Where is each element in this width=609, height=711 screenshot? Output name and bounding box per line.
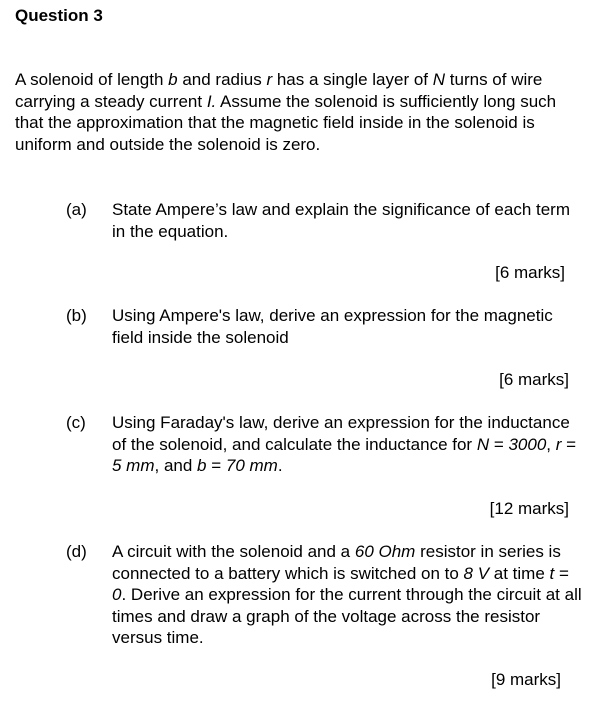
part-d-text-3: at time: [489, 563, 550, 583]
part-c-val-b: 70 mm: [225, 456, 278, 475]
part-c-val-n: 3000: [508, 434, 547, 454]
intro-text-1: A solenoid of length: [15, 70, 169, 89]
part-a-text: State Ampere’s law and explain the significance of each term in the equation.: [112, 200, 571, 241]
part-c-marks: [12 marks]: [489, 499, 569, 518]
part-a-marks: [6 marks]: [495, 263, 565, 282]
part-b-label: (b): [66, 306, 87, 325]
part-d-var-t: t: [549, 563, 555, 583]
part-d-val-voltage: 8 V: [463, 563, 490, 583]
part-d-label: (d): [66, 542, 87, 561]
part-b-text: Using Ampere's law, derive an expression for the magnetic field inside the solenoid: [112, 306, 553, 347]
part-d-text: [112, 541, 582, 649]
intro-text-4: turns of wire carrying a steady current: [15, 70, 543, 111]
part-c-var-b: b: [197, 456, 207, 475]
part-d-val-t: 0: [112, 585, 122, 604]
part-c-text-6: =: [206, 456, 226, 475]
part-d-text-5: . Derive an expression for the current through the circuit at all times and draw a graph of the voltage across the resistor versus time.: [112, 585, 582, 647]
part-c-text-3: ,: [546, 434, 556, 454]
part-d-marks: [9 marks]: [491, 670, 561, 689]
question-intro: [15, 69, 585, 155]
part-c-var-r: r: [555, 434, 562, 454]
part-c-text-7: .: [277, 456, 283, 475]
part-c-text-1: Using Faraday's law, derive an expression for the inductance of the solenoid, and calculate the inductance for: [112, 413, 570, 454]
intro-var-b: b: [168, 70, 178, 89]
intro-var-i: I.: [206, 91, 217, 111]
question-heading: Question 3: [15, 6, 103, 25]
part-c-label: (c): [66, 413, 86, 432]
part-b-marks: [6 marks]: [499, 370, 569, 389]
part-c-val-r: 5 mm: [112, 456, 155, 475]
part-d-val-resistance: 60 Ohm: [354, 542, 416, 561]
intro-text-2: and radius: [177, 70, 267, 89]
part-a-label: (a): [66, 200, 87, 219]
part-c-text-5: , and: [154, 456, 198, 475]
part-d-text-1: A circuit with the solenoid and a: [112, 542, 355, 561]
part-d-text-4: =: [554, 563, 569, 583]
intro-var-r: r: [266, 70, 273, 89]
part-c-var-n: N: [476, 434, 490, 454]
part-c-text: [112, 412, 582, 477]
part-c-text-4: =: [561, 434, 577, 454]
intro-text-5: Assume the solenoid is sufficiently long such that the approximation that the magnetic field inside in the solenoid is uniform and outside the solenoid is zero.: [15, 91, 557, 154]
part-c-text-2: =: [489, 434, 509, 454]
intro-var-n: N: [432, 70, 446, 89]
part-d-text-2: resistor in series is connected to a battery which is switched on to: [112, 542, 561, 583]
intro-text-3: has a single layer of: [272, 70, 433, 89]
